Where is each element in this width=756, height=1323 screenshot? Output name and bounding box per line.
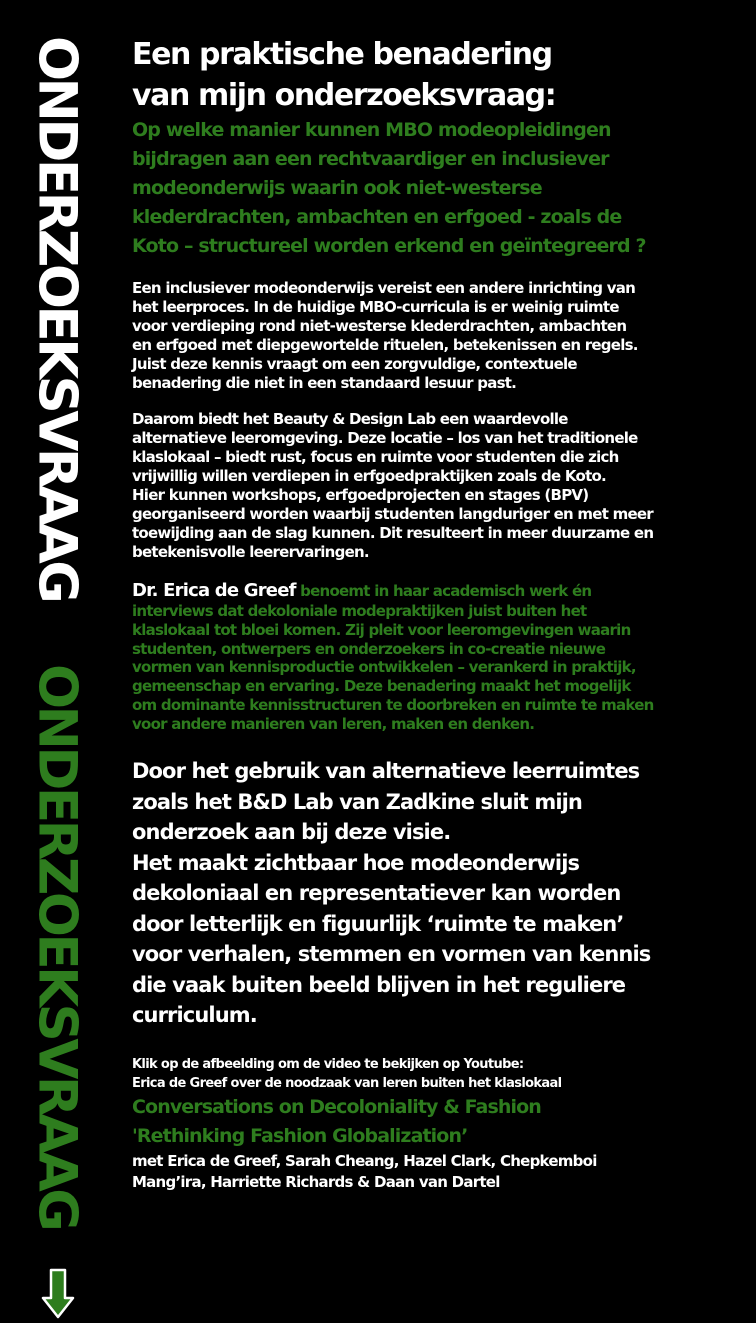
paragraph-line-rest: benoemt in haar academisch werk én [295, 581, 592, 600]
video-credits: met Erica de Greef, Sarah Cheang, Hazel Clark, Chepkemboi [132, 1151, 597, 1170]
question-line: Koto – structureel worden erkend en geïntegreerd ? [132, 235, 646, 257]
video-caption: Erica de Greef over de noodzaak van leren buiten het klaslokaal [132, 1075, 562, 1091]
main-content [132, 34, 738, 1193]
arrow-down-icon [40, 1268, 76, 1320]
paragraph-line: vrijwillig willen verdiepen in erfgoedpraktijken zoals de Koto. [132, 467, 607, 486]
paragraph-line: alternatieve leeromgeving. Deze locatie – los van het traditionele [132, 429, 638, 448]
video-link-subtitle[interactable]: 'Rethinking Fashion Globalization’ [132, 1124, 468, 1147]
paragraph-line: het leerproces. In de huidige MBO-curricula is er weinig ruimte [132, 297, 619, 316]
paragraph-line: vormen van kennisproductie ontwikkelen – verankerd in praktijk, [132, 658, 636, 677]
paragraph-line: interviews dat dekoloniale modepraktijken juist buiten het [132, 601, 587, 620]
paragraph-line: voor verdieping rond niet-westerse klederdrachten, ambachten [132, 316, 627, 335]
conclusion-line: zoals het B&D Lab van Zadkine sluit mijn [132, 789, 582, 814]
conclusion-line: die vaak buiten beeld blijven in het reguliere [132, 972, 626, 997]
page-title [132, 34, 738, 116]
conclusion-line: door letterlijk en figuurlijk ‘ruimte te maken’ [132, 911, 624, 936]
conclusion-line: curriculum. [132, 1003, 257, 1028]
research-question [132, 116, 738, 261]
question-line: bijdragen aan een rechtvaardiger en inclusiever [132, 148, 609, 170]
paragraph-line: gemeenschap en ervaring. Deze benadering maakt het mogelijk [132, 677, 631, 696]
conclusion-line: onderzoek aan bij deze visie. [132, 820, 451, 845]
conclusion-line: Het maakt zichtbaar hoe modeonderwijs [132, 850, 580, 875]
title-line: van mijn onderzoeksvraag: [132, 78, 556, 113]
question-line: modeonderwijs waarin ook niet-westerse [132, 177, 542, 199]
video-link-title[interactable]: Conversations on Decoloniality & Fashion [132, 1095, 541, 1118]
video-link[interactable] [132, 1093, 738, 1151]
paragraph-line: betekenisvolle leerervaringen. [132, 542, 369, 561]
paragraph-line: klaslokaal – biedt rust, focus en ruimte voor studenten die zich [132, 448, 619, 467]
author-name: Dr. Erica de Greef [132, 579, 296, 601]
conclusion [132, 756, 738, 1031]
paragraph-line: klaslokaal tot bloei komen. Zij pleit voor leeromgevingen waarin [132, 620, 631, 639]
paragraph-line: toewijding aan de slag kunnen. Dit resulteert in meer duurzame en [132, 523, 654, 542]
paragraph-line: Hier kunnen workshops, erfgoedprojecten en stages (BPV) [132, 486, 589, 505]
paragraph-line: Juist deze kennis vraagt om een zorgvuldige, contextuele [132, 354, 577, 373]
paragraph-design-lab [132, 410, 738, 561]
paragraph-line: voor andere manieren van leren, maken en denken. [132, 715, 535, 734]
video-instruction: Klik op de afbeelding om de video te bekijken op Youtube: [132, 1056, 524, 1072]
title-line: Een praktische benadering [132, 37, 552, 72]
paragraph-line: studenten, ontwerpers en onderzoekers in co-creatie nieuwe [132, 639, 606, 658]
paragraph-line: benadering die niet in een standaard lesuur past. [132, 373, 517, 392]
paragraph-line: Een inclusiever modeonderwijs vereist een andere inrichting van [132, 279, 636, 297]
paragraph-inclusive-education [132, 279, 738, 392]
paragraph-line: en erfgoed met diepgewortelde rituelen, betekenissen en regels. [132, 335, 638, 354]
video-credits: Mang’ira, Harriette Richards & Daan van Dartel [132, 1172, 500, 1191]
paragraph-line: Daarom biedt het Beauty & Design Lab een waardevolle [132, 410, 568, 429]
paragraph-line: om dominante kennisstructuren te doorbreken en ruimte te maken [132, 696, 654, 715]
conclusion-line: voor verhalen, stemmen en vormen van kennis [132, 942, 651, 967]
vertical-heading-white: ONDERZOEKSVRAAG [26, 36, 88, 601]
video-reference [132, 1055, 738, 1193]
paragraph-line: georganiseerd worden waarbij studenten langduriger en met meer [132, 504, 653, 523]
paragraph-erica-de-greef [132, 580, 738, 734]
question-line: klederdrachten, ambachten en erfgoed - zoals de [132, 206, 622, 228]
paragraph-line [132, 580, 738, 602]
question-line: Op welke manier kunnen MBO modeopleidingen [132, 119, 611, 141]
conclusion-line: dekoloniaal en representatiever kan worden [132, 881, 621, 906]
conclusion-line: Door het gebruik van alternatieve leerruimtes [132, 759, 640, 784]
vertical-heading-green: ONDERZOEKSVRAAG [26, 664, 88, 1229]
